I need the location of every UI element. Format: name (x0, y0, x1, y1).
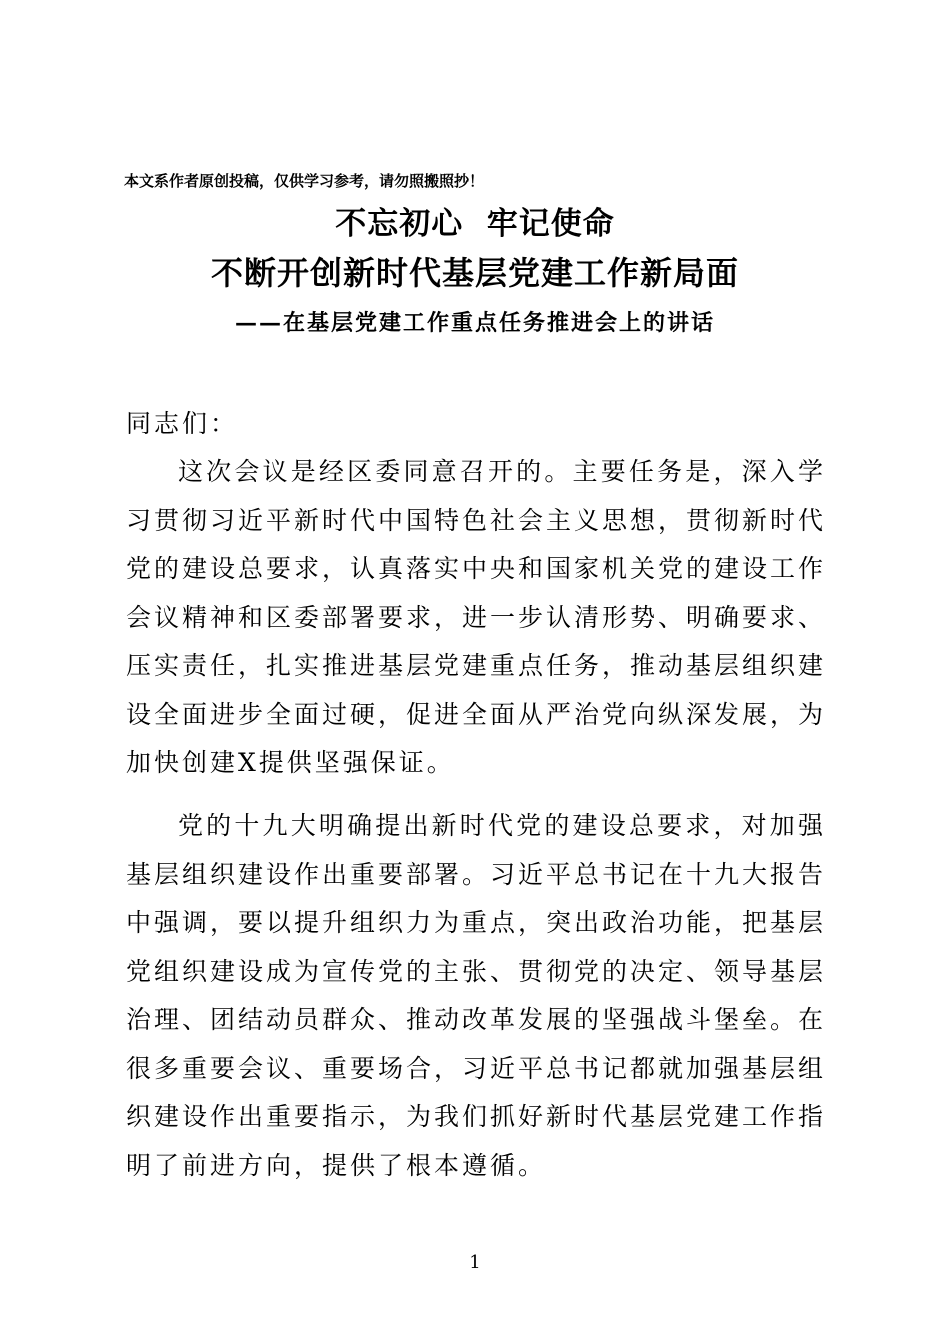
title-line-2: 不断开创新时代基层党建工作新局面 (210, 254, 739, 292)
salutation: 同志们： (126, 409, 239, 438)
paragraph-line: 中强调，要以提升组织力为重点，突出政治功能，把基层 (126, 908, 827, 937)
paragraph-line: 设全面进步全面过硬，促进全面从严治党向纵深发展，为 (126, 699, 827, 729)
paragraph-line: 织建设作出重要指示，为我们抓好新时代基层党建工作指 (126, 1102, 827, 1131)
paragraph-1 (126, 448, 826, 788)
paragraph-line: 党的建设总要求，认真落实中央和国家机关党的建设工作 (126, 554, 827, 583)
paragraph-line: 会议精神和区委部署要求，进一步认清形势、明确要求、 (126, 602, 827, 632)
title-line-1: 不忘初心 牢记使命 (335, 206, 615, 242)
subtitle: ——在基层党建工作重点任务推进会上的讲话 (234, 310, 715, 336)
paragraph-line: 治理、团结动员群众、推动改革发展的坚强战斗堡垒。在 (126, 1005, 827, 1034)
paragraph-line: 加快创建X提供坚强保证。 (126, 748, 455, 777)
paragraph-line: 基层组织建设作出重要部署。习近平总书记在十九大报告 (126, 859, 827, 889)
paragraph-line: 党的十九大明确提出新时代党的建设总要求，对加强 (178, 811, 826, 840)
paragraph-line: 这次会议是经区委同意召开的。主要任务是，深入学 (178, 457, 826, 486)
paragraph-line: 习贯彻习近平新时代中国特色社会主义思想，贯彻新时代 (126, 505, 827, 535)
paragraph-line: 压实责任，扎实推进基层党建重点任务，推动基层组织建 (126, 651, 827, 680)
paragraph-line: 很多重要会议、重要场合，习近平总书记都就加强基层组 (126, 1053, 827, 1083)
paragraph-line: 党组织建设成为宣传党的主张、贯彻党的决定、领导基层 (126, 956, 827, 986)
copyright-notice: 本文系作者原创投稿，仅供学习参考，请勿照搬照抄！ (124, 172, 485, 190)
page-number: 1 (469, 1252, 481, 1273)
paragraph-2 (126, 802, 826, 1190)
paragraph-line: 明了前进方向，提供了根本遵循。 (126, 1150, 547, 1180)
